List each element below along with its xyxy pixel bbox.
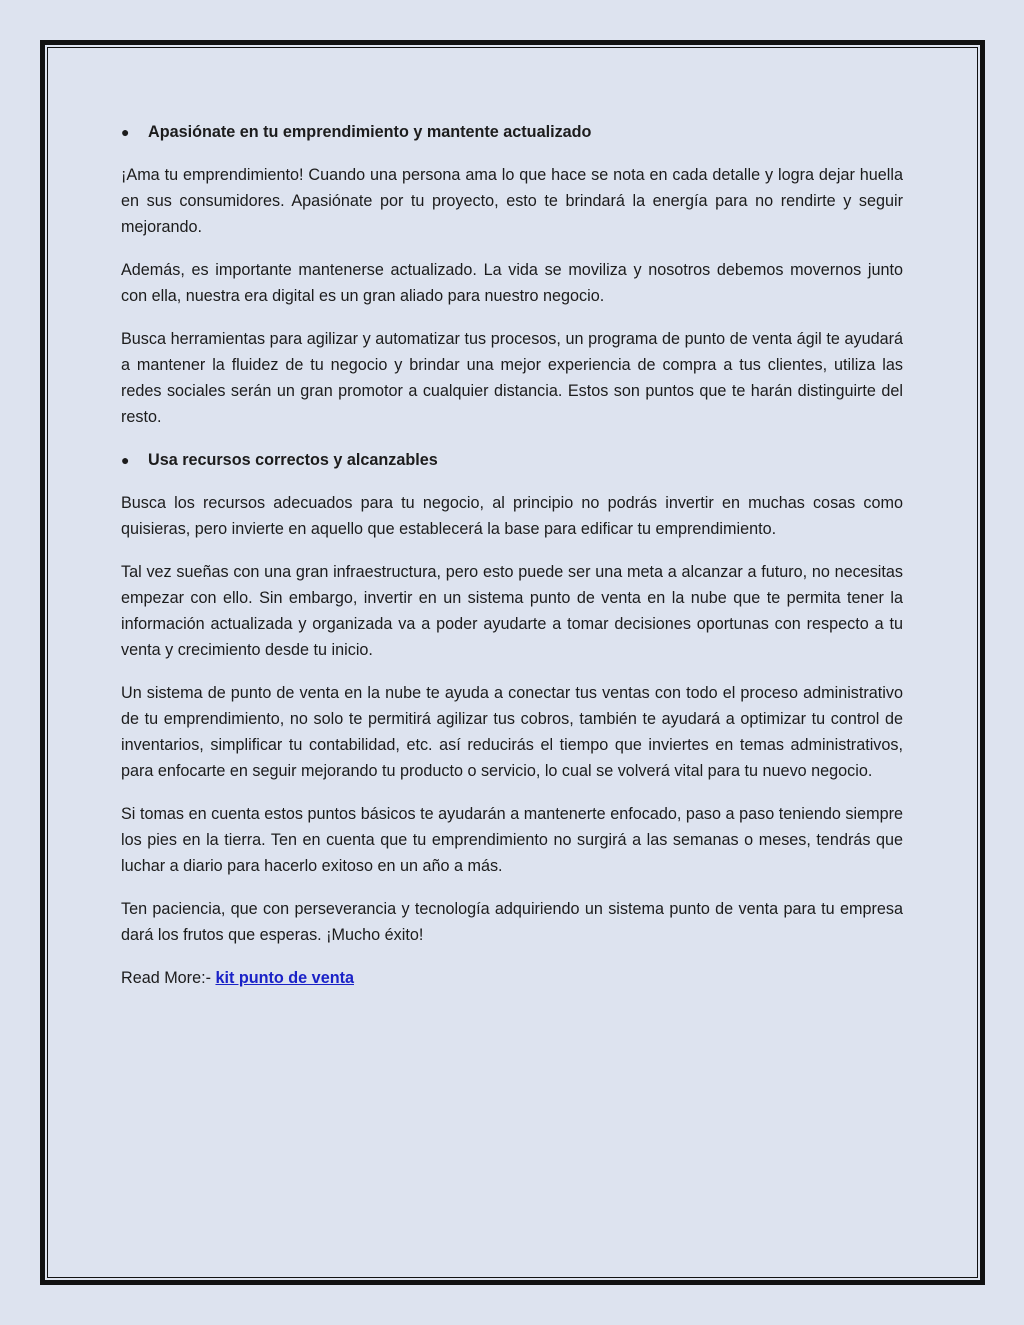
paragraph: Además, es importante mantenerse actualizado. La vida se moviliza y nosotros debemos movernos junto con ella, nuestra era digital es un gran aliado para nuestro negocio. (121, 261, 903, 305)
paragraph: ¡Ama tu emprendimiento! Cuando una persona ama lo que hace se nota en cada detalle y logra dejar huella en sus consumidores. Apasiónate por tu proyecto, esto te brindará la energía para no rendirte y seguir mejorando. (121, 166, 903, 236)
paragraph: Ten paciencia, que con perseverancia y tecnología adquiriendo un sistema punto de venta para tu empresa dará los frutos que esperas. ¡Mucho éxito! (121, 900, 903, 944)
read-more-line (121, 965, 903, 991)
paragraph: Si tomas en cuenta estos puntos básicos te ayudarán a mantenerte enfocado, paso a paso teniendo siempre los pies en la tierra. Ten en cuenta que tu emprendimiento no surgirá a las semanas o meses, tendrás que luchar a diario para hacerlo exitoso en un año a más. (121, 805, 903, 875)
section-heading-text: Apasiónate en tu emprendimiento y mantente actualizado (148, 123, 592, 141)
section-heading-resources (121, 447, 903, 473)
document-body (121, 119, 903, 991)
paragraph: Busca herramientas para agilizar y automatizar tus procesos, un programa de punto de venta ágil te ayudará a mantener la fluidez de tu negocio y brindar una mejor experiencia de compra a tus clientes, utiliza las redes sociales serán un gran promotor a cualquier distancia. Estos son puntos que te harán distinguirte del resto. (121, 330, 903, 426)
read-more-link[interactable]: kit punto de venta (215, 969, 354, 987)
section-heading-passion (121, 119, 903, 145)
read-more-label: Read More:- (121, 969, 216, 987)
section-heading-text: Usa recursos correctos y alcanzables (148, 451, 438, 469)
paragraph: Un sistema de punto de venta en la nube te ayuda a conectar tus ventas con todo el proceso administrativo de tu emprendimiento, no solo te permitirá agilizar tus cobros, también te ayudará a optimizar tu control de inventarios, simplificar tu contabilidad, etc. así reducirás el tiempo que inviertes en temas administrativos, para enfocarte en seguir mejorando tu producto o servicio, lo cual se volverá vital para tu nuevo negocio. (121, 684, 903, 780)
paragraph: Tal vez sueñas con una gran infraestructura, pero esto puede ser una meta a alcanzar a futuro, no necesitas empezar con ello. Sin embargo, invertir en un sistema punto de venta en la nube que te permita tener la información actualizada y organizada va a poder ayudarte a tomar decisiones oportunas con respecto a tu venta y crecimiento desde tu inicio. (121, 563, 903, 659)
paragraph: Busca los recursos adecuados para tu negocio, al principio no podrás invertir en muchas cosas como quisieras, pero invierte en aquello que establecerá la base para edificar tu emprendimiento. (121, 494, 903, 538)
bullet-icon: ● (121, 452, 130, 468)
bullet-icon: ● (121, 124, 130, 140)
